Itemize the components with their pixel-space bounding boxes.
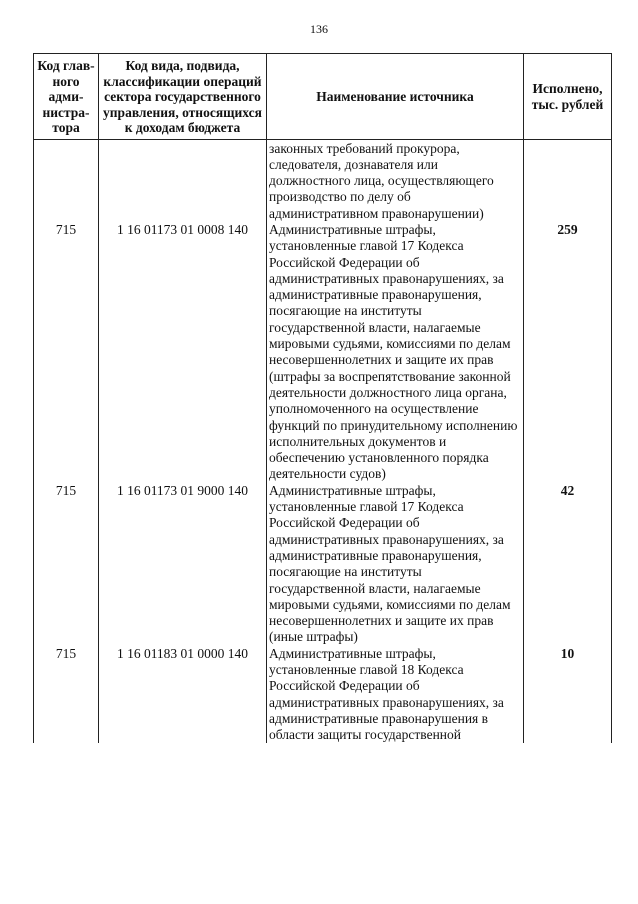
table-row — [34, 646, 612, 744]
page-number: 136 — [310, 22, 328, 36]
header-executed: Исполнено, тыс. рублей — [524, 54, 612, 140]
table-row — [34, 222, 612, 483]
cell-code: 1 16 01173 01 0008 140 — [99, 222, 267, 483]
cell-admin — [34, 139, 99, 222]
cell-name: Административные штрафы, установленные главой 17 Кодекса Российской Федерации об административных правонарушениях, за административные правонарушения, посягающие на институты государственной власти, налагаемые мировыми судьями, комиссиями по делам несовершеннолетних и защите их прав (штрафы за воспрепятствование законной деятельности должностного лица органа, уполномоченного на осуществление функций по принудительному исполнению исполнительных документов и обеспечению установленного порядка деятельности судов) — [267, 222, 524, 483]
cell-amount: 259 — [524, 222, 612, 483]
cell-name-continued: законных требований прокурора, следователя, дознавателя или должностного лица, осуществляющего производство по делу об административном правонарушении) — [267, 139, 524, 222]
revenue-table — [33, 53, 612, 743]
cell-name: Административные штрафы, установленные главой 17 Кодекса Российской Федерации об административных правонарушениях, за административные правонарушения, посягающие на институты государственной власти, налагаемые мировыми судьями, комиссиями по делам несовершеннолетних и защите их прав (иные штрафы) — [267, 483, 524, 646]
header-admin-code: Код глав-ного адми-нистра-тора — [34, 54, 99, 140]
table-row-continued — [34, 139, 612, 222]
cell-name: Административные штрафы, установленные главой 18 Кодекса Российской Федерации об административных правонарушениях, за административные правонарушения в области защиты государственной — [267, 646, 524, 744]
cell-code: 1 16 01183 01 0000 140 — [99, 646, 267, 744]
table-row — [34, 483, 612, 646]
header-source-name: Наименование источника — [267, 54, 524, 140]
cell-admin: 715 — [34, 222, 99, 483]
cell-admin: 715 — [34, 646, 99, 744]
cell-amount: 42 — [524, 483, 612, 646]
cell-code: 1 16 01173 01 9000 140 — [99, 483, 267, 646]
table-header-row — [34, 54, 612, 140]
cell-amount — [524, 139, 612, 222]
header-type-code: Код вида, подвида, классификации операций сектора государственного управления, относящихся к доходам бюджета — [99, 54, 267, 140]
cell-amount: 10 — [524, 646, 612, 744]
cell-admin: 715 — [34, 483, 99, 646]
cell-code — [99, 139, 267, 222]
